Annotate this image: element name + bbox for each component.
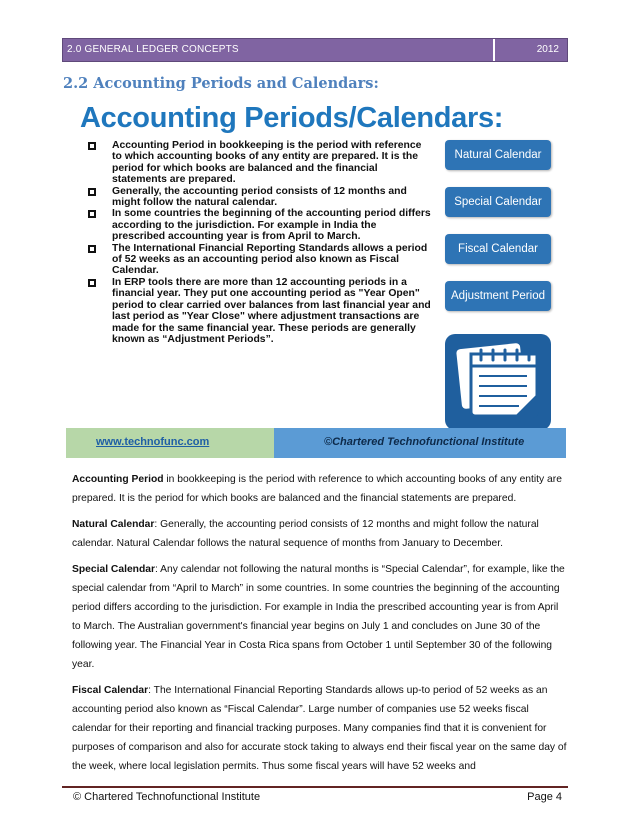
checkbox-bullet-icon [88,188,96,196]
checkbox-bullet-icon [88,279,96,287]
calendar-icon [443,332,553,436]
paragraph-text: : Generally, the accounting period consists of 12 months and might follow the natural calendar. Natural Calendar follows the natural sequence of months from January to December. [72,519,539,549]
slide-bullet [86,140,431,186]
website-link[interactable]: www.technofunc.com [96,436,210,448]
section-title: 2.2 Accounting Periods and Calendars: [63,75,379,92]
fiscal-calendar-button: Fiscal Calendar [445,234,551,264]
paragraph-term: Special Calendar [72,564,155,575]
header-bar [62,38,568,62]
calendar-type-buttons [445,140,551,328]
paragraph-special-calendar [72,560,568,674]
body-text [72,470,568,783]
slide-bullet-text: In some countries the beginning of the accounting period differs according to the jurisdiction. For example in India the prescribed accounting year is from April to March. [112,208,431,243]
paragraph-text: : The International Financial Reporting Standards allows up-to period of 52 weeks as an accounting period also known as “Fiscal Calendar”. Large number of companies use 52 weeks fiscal calendar for their reporting and financial tracking purposes. Many companies find that it is convenient for purposes of comparison and also for accurate stock taking to always end their fiscal year on the same day of the week, where local legislation permits. Thus some fiscal years will have 52 weeks and [72,685,567,772]
paragraph-term: Fiscal Calendar [72,685,149,696]
slide-bullet-text: In ERP tools there are more than 12 accounting periods in a financial year. They put one accounting period as "Year Open" period to clear carried over balances from last financial year and last period as "Year Close" where adjustment transactions are made for the same financial year. These periods are generally known as “Adjustment Periods”. [112,276,431,345]
slide-copyright: ©Chartered Technofunctional Institute [324,436,525,448]
page-number: Page 4 [527,791,562,803]
checkbox-bullet-icon [88,142,96,150]
slide-bullet [86,186,431,209]
paragraph-accounting-period [72,470,568,508]
slide-bullet [86,243,431,277]
slide-image [66,100,566,462]
slide-footer-left [66,428,274,458]
paragraph-natural-calendar [72,515,568,553]
slide-bullet-text: Accounting Period in bookkeeping is the period with reference to which accounting books of any entity are prepared. It is the period for which books are balanced and the financial statements are prepared. [112,140,422,186]
paragraph-text: in bookkeeping is the period with reference to which accounting books of any entity are prepared. It is the period for which books are balanced and the financial statements are prepared. [72,474,562,504]
slide-footer-right [274,428,566,458]
footer-copyright: © Chartered Technofunctional Institute [73,791,261,803]
slide-bullet-text: The International Financial Reporting Standards allows a period of 52 weeks as an accounting period also known as Fiscal Calendar. [112,242,428,277]
slide-bullet [86,208,431,242]
footer-divider [62,786,568,788]
special-calendar-button: Special Calendar [445,187,551,217]
slide-bullet-list [86,140,431,345]
paragraph-term: Accounting Period [72,474,164,485]
slide-footer [66,428,566,458]
paragraph-text: : Any calendar not following the natural months is “Special Calendar”, for example, like the special calendar from “April to March” in some countries. In some countries the beginning of the accounting period differs according to the jurisdiction. For example in India the prescribed accounting year is from April to March. The Australian government's financial year begins on July 1 and concludes on June 30 of the following year. The Financial Year in Costa Rica spans from October 1 until September 30 of the following year. [72,564,565,670]
natural-calendar-button: Natural Calendar [445,140,551,170]
slide-title: Accounting Periods/Calendars: [80,102,504,134]
header-chapter-title: 2.0 GENERAL LEDGER CONCEPTS [67,44,239,55]
checkbox-bullet-icon [88,245,96,253]
slide-bullet [86,277,431,345]
checkbox-bullet-icon [88,210,96,218]
paragraph-term: Natural Calendar [72,519,155,530]
adjustment-period-button: Adjustment Period [445,281,551,311]
paragraph-fiscal-calendar [72,681,568,776]
header-year-box [493,39,567,61]
slide-bullet-text: Generally, the accounting period consists of 12 months and might follow the natural calendar. [112,185,407,209]
header-year: 2012 [536,44,559,55]
